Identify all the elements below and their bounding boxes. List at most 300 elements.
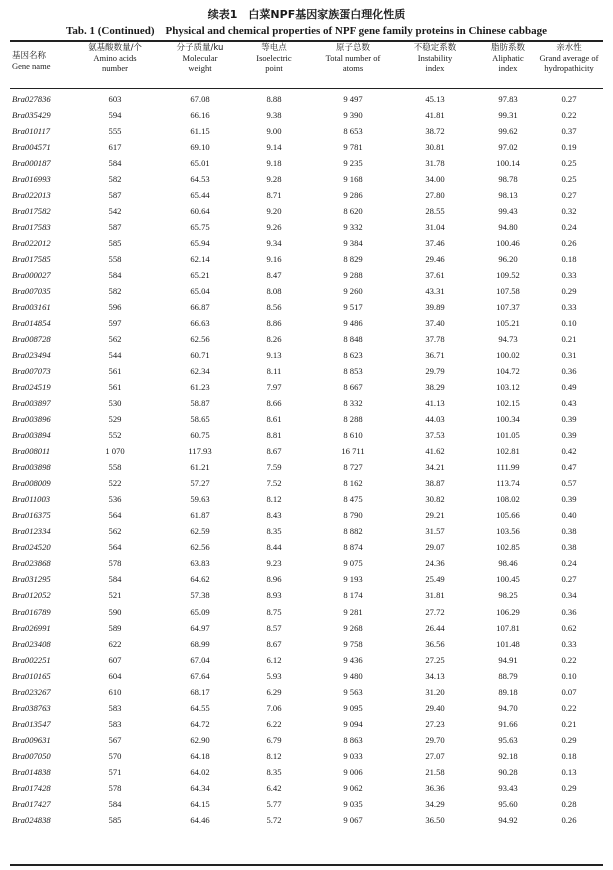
value-cell: 6.22 — [266, 718, 282, 729]
table-row — [10, 636, 603, 652]
value-cell: 9 075 — [343, 558, 363, 569]
gene-name-cell: Bra017582 — [12, 206, 51, 217]
value-cell: 27.23 — [425, 718, 445, 729]
value-cell: 45.13 — [425, 94, 445, 104]
value-cell: 89.18 — [498, 686, 518, 697]
value-cell: 8 882 — [343, 526, 363, 537]
value-cell: 558 — [108, 254, 122, 265]
value-cell: 561 — [108, 382, 122, 393]
value-cell: 0.21 — [561, 334, 577, 345]
column-header-en1: Isoelectric — [256, 53, 292, 63]
value-cell: 8 790 — [343, 510, 363, 521]
value-cell: 7.52 — [266, 478, 282, 489]
value-cell: 8.56 — [266, 302, 282, 313]
value-cell: 9.18 — [266, 158, 282, 169]
value-cell: 8 332 — [343, 398, 363, 409]
value-cell: 0.34 — [561, 590, 577, 601]
value-cell: 542 — [108, 206, 122, 217]
value-cell: 64.34 — [190, 782, 210, 793]
column-header-cn: 等电点 — [261, 43, 287, 53]
value-cell: 97.83 — [498, 94, 518, 104]
value-cell: 622 — [108, 638, 122, 649]
table-row — [10, 347, 603, 363]
value-cell: 9 286 — [343, 190, 363, 201]
value-cell: 62.34 — [190, 366, 210, 377]
table-row — [10, 443, 603, 459]
column-header-cn: 亲水性 — [556, 43, 582, 53]
value-cell: 5.77 — [266, 798, 282, 809]
value-cell: 102.85 — [496, 542, 520, 553]
gene-name-cell: Bra010165 — [12, 670, 51, 681]
table-row — [10, 604, 603, 620]
value-cell: 9.16 — [266, 254, 282, 265]
value-cell: 564 — [108, 510, 122, 521]
value-cell: 36.71 — [425, 350, 445, 361]
table-row — [10, 123, 603, 139]
value-cell: 8 475 — [343, 494, 363, 505]
value-cell: 0.38 — [561, 526, 577, 537]
value-cell: 582 — [108, 174, 122, 185]
value-cell: 0.43 — [561, 398, 577, 409]
value-cell: 0.27 — [561, 190, 577, 201]
value-cell: 8.35 — [266, 526, 282, 537]
value-cell: 31.81 — [425, 590, 445, 601]
gene-name-cell: Bra012334 — [12, 526, 51, 537]
value-cell: 544 — [108, 350, 122, 361]
value-cell: 41.13 — [425, 398, 445, 409]
value-cell: 585 — [108, 238, 122, 249]
value-cell: 66.16 — [190, 110, 210, 121]
value-cell: 583 — [108, 718, 122, 729]
value-cell: 9 436 — [343, 654, 363, 665]
value-cell: 37.46 — [425, 238, 445, 249]
value-cell: 9 260 — [343, 286, 363, 297]
value-cell: 65.21 — [190, 270, 210, 281]
value-cell: 94.73 — [498, 334, 518, 345]
value-cell: 91.66 — [498, 718, 518, 729]
value-cell: 66.63 — [190, 318, 210, 329]
value-cell: 0.25 — [561, 174, 577, 185]
column-header-cn: 不稳定系数 — [413, 43, 457, 53]
gene-name-cell: Bra017428 — [12, 782, 51, 793]
value-cell: 617 — [108, 142, 122, 153]
value-cell: 68.99 — [190, 638, 210, 649]
value-cell: 25.49 — [425, 574, 445, 585]
value-cell: 0.47 — [561, 462, 577, 473]
column-header-en1: Amino acids — [93, 53, 137, 63]
table-row — [10, 331, 603, 347]
value-cell: 66.87 — [190, 302, 210, 313]
bottom-rule — [10, 864, 603, 866]
value-cell: 34.21 — [425, 462, 445, 473]
value-cell: 99.62 — [498, 126, 518, 137]
table-row — [10, 299, 603, 315]
value-cell: 9.26 — [266, 222, 282, 233]
value-cell: 558 — [108, 462, 122, 473]
value-cell: 594 — [108, 110, 122, 121]
value-cell: 109.52 — [496, 270, 520, 281]
value-cell: 6.29 — [266, 686, 282, 697]
value-cell: 9 486 — [343, 318, 363, 329]
gene-name-cell: Bra011003 — [12, 494, 51, 505]
table-caption-chinese: 续表1 白菜NPF基因家族蛋白理化性质 — [207, 8, 406, 21]
column-header-cn: 原子总数 — [335, 43, 370, 53]
value-cell: 62.56 — [190, 334, 210, 345]
value-cell: 584 — [108, 158, 122, 169]
value-cell: 100.02 — [496, 350, 520, 361]
value-cell: 9 384 — [343, 238, 363, 249]
gene-name-cell: Bra009631 — [12, 734, 51, 745]
gene-name-cell: Bra017585 — [12, 254, 51, 265]
value-cell: 36.36 — [425, 782, 445, 793]
gene-name-cell: Bra035429 — [12, 110, 51, 121]
value-cell: 97.02 — [498, 142, 518, 153]
value-cell: 34.00 — [425, 174, 445, 185]
value-cell: 98.25 — [498, 590, 518, 601]
value-cell: 31.04 — [425, 222, 445, 233]
gene-name-cell: Bra004571 — [12, 142, 51, 153]
value-cell: 8.93 — [266, 590, 282, 601]
value-cell: 578 — [108, 782, 122, 793]
column-header-en1: Grand average of — [539, 53, 599, 63]
value-cell: 590 — [108, 606, 122, 617]
value-cell: 0.57 — [561, 478, 577, 489]
table-row — [10, 539, 603, 555]
value-cell: 65.75 — [190, 222, 210, 233]
table-row — [10, 780, 603, 796]
table-row — [10, 587, 603, 603]
value-cell: 60.64 — [190, 206, 210, 217]
value-cell: 68.17 — [190, 686, 210, 697]
value-cell: 61.23 — [190, 382, 210, 393]
value-cell: 7.59 — [266, 462, 282, 473]
value-cell: 9 390 — [343, 110, 363, 121]
gene-name-cell: Bra038763 — [12, 702, 51, 713]
value-cell: 31.78 — [425, 158, 445, 169]
value-cell: 64.15 — [190, 798, 210, 809]
value-cell: 522 — [108, 478, 122, 489]
gene-name-cell: Bra023494 — [12, 350, 51, 361]
value-cell: 521 — [108, 590, 122, 601]
value-cell: 65.04 — [190, 286, 210, 297]
table-row — [10, 812, 603, 828]
value-cell: 0.39 — [561, 494, 577, 505]
column-header-5 — [395, 43, 475, 73]
value-cell: 27.25 — [425, 654, 445, 665]
value-cell: 0.37 — [561, 126, 577, 137]
value-cell: 27.07 — [425, 750, 445, 761]
value-cell: 0.32 — [561, 206, 577, 217]
gene-name-cell: Bra003898 — [12, 462, 51, 473]
value-cell: 582 — [108, 286, 122, 297]
value-cell: 107.81 — [496, 622, 520, 633]
value-cell: 96.20 — [498, 254, 518, 265]
value-cell: 0.49 — [561, 382, 577, 393]
value-cell: 105.66 — [496, 510, 520, 521]
value-cell: 570 — [108, 750, 122, 761]
value-cell: 0.28 — [561, 798, 577, 809]
value-cell: 0.13 — [561, 766, 577, 777]
value-cell: 0.38 — [561, 542, 577, 553]
value-cell: 64.55 — [190, 702, 210, 713]
value-cell: 37.61 — [425, 270, 445, 281]
value-cell: 0.27 — [561, 94, 577, 104]
value-cell: 567 — [108, 734, 122, 745]
value-cell: 7.06 — [266, 702, 282, 713]
value-cell: 8 829 — [343, 254, 363, 265]
value-cell: 555 — [108, 126, 122, 137]
gene-name-cell: Bra016375 — [12, 510, 51, 521]
value-cell: 0.42 — [561, 446, 577, 457]
table-caption-english: Tab. 1 (Continued) Physical and chemical properties of NPF gene family proteins in Chinese cabbage — [66, 25, 547, 37]
value-cell: 67.08 — [190, 94, 210, 104]
value-cell: 99.43 — [498, 206, 518, 217]
gene-name-cell: Bra008728 — [12, 334, 51, 345]
value-cell: 65.44 — [190, 190, 210, 201]
value-cell: 26.44 — [425, 622, 445, 633]
column-header-4 — [308, 43, 398, 73]
table-row — [10, 427, 603, 443]
value-cell: 536 — [108, 494, 122, 505]
table-row — [10, 748, 603, 764]
value-cell: 8 610 — [343, 430, 363, 441]
value-cell: 67.64 — [190, 670, 210, 681]
value-cell: 8.47 — [266, 270, 282, 281]
value-cell: 9 781 — [343, 142, 363, 153]
value-cell: 0.29 — [561, 782, 577, 793]
value-cell: 117.93 — [188, 446, 212, 457]
table-row — [10, 219, 603, 235]
value-cell: 64.18 — [190, 750, 210, 761]
value-cell: 64.46 — [190, 814, 210, 825]
value-cell: 64.53 — [190, 174, 210, 185]
value-cell: 596 — [108, 302, 122, 313]
value-cell: 63.83 — [190, 558, 210, 569]
value-cell: 0.22 — [561, 110, 577, 121]
gene-name-cell: Bra026991 — [12, 622, 51, 633]
value-cell: 0.36 — [561, 606, 577, 617]
value-cell: 9 281 — [343, 606, 363, 617]
value-cell: 0.33 — [561, 638, 577, 649]
table-row — [10, 267, 603, 283]
value-cell: 64.62 — [190, 574, 210, 585]
value-cell: 58.65 — [190, 414, 210, 425]
column-header-3 — [239, 43, 309, 73]
value-cell: 111.99 — [496, 462, 520, 473]
gene-name-cell: Bra013547 — [12, 718, 51, 729]
value-cell: 9 480 — [343, 670, 363, 681]
value-cell: 38.29 — [425, 382, 445, 393]
value-cell: 610 — [108, 686, 122, 697]
table-row — [10, 796, 603, 812]
column-header-en2: point — [265, 63, 283, 73]
value-cell: 8 620 — [343, 206, 363, 217]
value-cell: 9.38 — [266, 110, 282, 121]
value-cell: 9.00 — [266, 126, 282, 137]
table-row — [10, 395, 603, 411]
value-cell: 34.13 — [425, 670, 445, 681]
value-cell: 0.10 — [561, 670, 577, 681]
value-cell: 61.15 — [190, 126, 210, 137]
value-cell: 95.63 — [498, 734, 518, 745]
value-cell: 21.58 — [425, 766, 445, 777]
value-cell: 94.70 — [498, 702, 518, 713]
value-cell: 8.08 — [266, 286, 282, 297]
value-cell: 107.37 — [496, 302, 520, 313]
value-cell: 0.29 — [561, 286, 577, 297]
table-row — [10, 716, 603, 732]
value-cell: 9 094 — [343, 718, 363, 729]
value-cell: 9 288 — [343, 270, 363, 281]
header-rule — [10, 88, 603, 89]
value-cell: 27.80 — [425, 190, 445, 201]
value-cell: 88.79 — [498, 670, 518, 681]
value-cell: 39.89 — [425, 302, 445, 313]
value-cell: 106.29 — [496, 606, 520, 617]
value-cell: 108.02 — [496, 494, 520, 505]
value-cell: 9 497 — [343, 94, 363, 104]
value-cell: 8.12 — [266, 750, 282, 761]
value-cell: 98.46 — [498, 558, 518, 569]
value-cell: 65.94 — [190, 238, 210, 249]
table-row — [10, 379, 603, 395]
table-row — [10, 315, 603, 331]
value-cell: 94.80 — [498, 222, 518, 233]
value-cell: 9.20 — [266, 206, 282, 217]
value-cell: 584 — [108, 270, 122, 281]
column-header-en1: Molecular — [182, 53, 218, 63]
value-cell: 0.36 — [561, 366, 577, 377]
value-cell: 564 — [108, 542, 122, 553]
value-cell: 9 006 — [343, 766, 363, 777]
value-cell: 9 062 — [343, 782, 363, 793]
table-row — [10, 652, 603, 668]
table-row — [10, 620, 603, 636]
gene-name-cell: Bra003894 — [12, 430, 51, 441]
value-cell: 5.72 — [266, 814, 282, 825]
value-cell: 101.48 — [496, 638, 520, 649]
value-cell: 69.10 — [190, 142, 210, 153]
value-cell: 562 — [108, 526, 122, 537]
value-cell: 8.86 — [266, 318, 282, 329]
value-cell: 16 711 — [341, 446, 365, 457]
value-cell: 6.42 — [266, 782, 282, 793]
value-cell: 101.05 — [496, 430, 520, 441]
table-row — [10, 475, 603, 491]
value-cell: 9 035 — [343, 798, 363, 809]
gene-name-cell: Bra031295 — [12, 574, 51, 585]
value-cell: 5.93 — [266, 670, 282, 681]
value-cell: 0.26 — [561, 814, 577, 825]
value-cell: 552 — [108, 430, 122, 441]
value-cell: 8.67 — [266, 638, 282, 649]
gene-name-cell: Bra003161 — [12, 302, 51, 313]
column-header-7 — [534, 43, 604, 73]
gene-name-cell: Bra007035 — [12, 286, 51, 297]
column-header-6 — [473, 43, 543, 73]
value-cell: 587 — [108, 222, 122, 233]
table-row — [10, 555, 603, 571]
value-cell: 90.28 — [498, 766, 518, 777]
value-cell: 9 067 — [343, 814, 363, 825]
value-cell: 60.75 — [190, 430, 210, 441]
gene-name-cell: Bra014838 — [12, 766, 51, 777]
value-cell: 571 — [108, 766, 122, 777]
gene-name-cell: Bra017583 — [12, 222, 51, 233]
value-cell: 38.87 — [425, 478, 445, 489]
value-cell: 44.03 — [425, 414, 445, 425]
gene-name-cell: Bra016993 — [12, 174, 51, 185]
value-cell: 0.39 — [561, 414, 577, 425]
value-cell: 589 — [108, 622, 122, 633]
column-header-en2: weight — [188, 63, 212, 73]
value-cell: 0.25 — [561, 158, 577, 169]
column-header-en2: hydropathicity — [544, 63, 594, 73]
value-cell: 41.81 — [425, 110, 445, 121]
value-cell: 102.81 — [496, 446, 520, 457]
column-header-cn: 分子质量/ku — [176, 43, 224, 53]
value-cell: 8.43 — [266, 510, 282, 521]
gene-name-cell: Bra017427 — [12, 798, 51, 809]
value-cell: 603 — [108, 94, 122, 104]
table-row — [10, 523, 603, 539]
value-cell: 1 070 — [105, 446, 125, 457]
value-cell: 8.35 — [266, 766, 282, 777]
table-body — [10, 91, 603, 828]
value-cell: 36.56 — [425, 638, 445, 649]
value-cell: 8 727 — [343, 462, 363, 473]
value-cell: 28.55 — [425, 206, 445, 217]
value-cell: 9 168 — [343, 174, 363, 185]
value-cell: 57.38 — [190, 590, 210, 601]
value-cell: 94.92 — [498, 814, 518, 825]
gene-name-cell: Bra002251 — [12, 654, 51, 665]
value-cell: 607 — [108, 654, 122, 665]
value-cell: 9.14 — [266, 142, 282, 153]
gene-name-cell: Bra003896 — [12, 414, 51, 425]
value-cell: 9.13 — [266, 350, 282, 361]
value-cell: 8.11 — [266, 366, 282, 377]
value-cell: 0.24 — [561, 222, 577, 233]
column-header-en1: Instability — [417, 53, 453, 63]
value-cell: 584 — [108, 574, 122, 585]
value-cell: 9.28 — [266, 174, 282, 185]
value-cell: 530 — [108, 398, 122, 409]
value-cell: 584 — [108, 798, 122, 809]
value-cell: 61.87 — [190, 510, 210, 521]
value-cell: 0.33 — [561, 302, 577, 313]
value-cell: 9 332 — [343, 222, 363, 233]
value-cell: 9 268 — [343, 622, 363, 633]
value-cell: 8.12 — [266, 494, 282, 505]
value-cell: 8 667 — [343, 382, 363, 393]
table-row — [10, 107, 603, 123]
table-row — [10, 155, 603, 171]
value-cell: 0.18 — [561, 254, 577, 265]
value-cell: 0.10 — [561, 318, 577, 329]
value-cell: 95.60 — [498, 798, 518, 809]
value-cell: 92.18 — [498, 750, 518, 761]
value-cell: 6.12 — [266, 654, 282, 665]
value-cell: 100.45 — [496, 574, 520, 585]
gene-name-cell: Bra014854 — [12, 318, 51, 329]
value-cell: 8.26 — [266, 334, 282, 345]
value-cell: 8 853 — [343, 366, 363, 377]
value-cell: 604 — [108, 670, 122, 681]
value-cell: 62.56 — [190, 542, 210, 553]
value-cell: 9 235 — [343, 158, 363, 169]
value-cell: 8.71 — [266, 190, 282, 201]
